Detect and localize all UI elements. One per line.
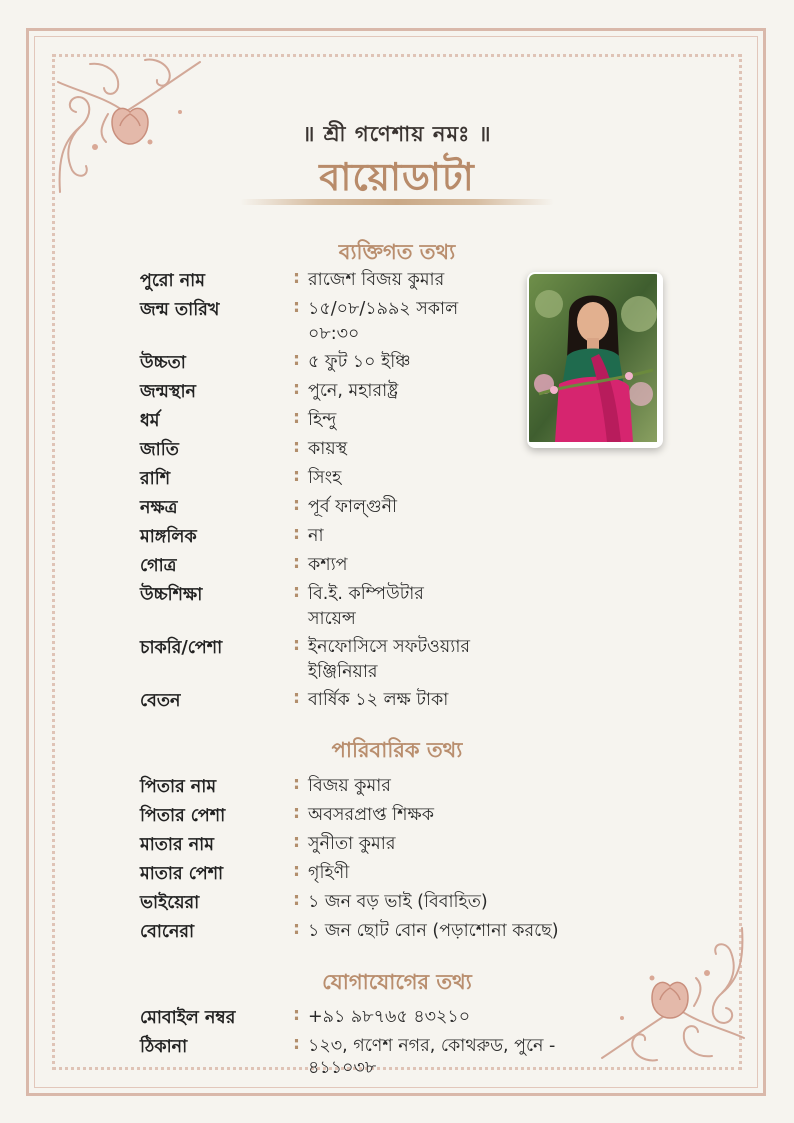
- field-value: হিন্দু: [308, 410, 337, 430]
- field-label: জন্মস্থান: [140, 382, 197, 402]
- field-value: পূর্ব ফাল্গুনী: [308, 497, 398, 517]
- field-value: ১৫/০৮/১৯৯২ সকাল: [308, 299, 459, 319]
- field-label: গোত্র: [140, 556, 177, 576]
- field-label: নক্ষত্র: [140, 498, 178, 518]
- field-value-cont: ০৮:৩০: [308, 324, 360, 344]
- field-value: না: [308, 526, 324, 546]
- profile-photo-image: [529, 274, 657, 442]
- field-value: কশ্যপ: [308, 555, 348, 575]
- separator: :: [293, 635, 300, 655]
- separator: :: [293, 582, 300, 602]
- field-value: পুনে, মহারাষ্ট্র: [308, 381, 399, 401]
- profile-photo: [527, 272, 663, 448]
- field-value-cont: ইঞ্জিনিয়ার: [308, 662, 378, 682]
- field-value: সিংহ: [308, 468, 342, 488]
- field-label: রাশি: [140, 469, 171, 489]
- separator: :: [293, 408, 300, 428]
- separator: :: [293, 379, 300, 399]
- field-label: মাঙ্গলিক: [140, 527, 197, 547]
- field-label: ভাইয়েরা: [140, 893, 200, 913]
- separator: :: [293, 495, 300, 515]
- field-label: মোবাইল নম্বর: [140, 1008, 236, 1028]
- field-value: ১ জন ছোট বোন (পড়াশোনা করছে): [308, 921, 559, 941]
- separator: :: [293, 861, 300, 881]
- field-label: বোনেরা: [140, 922, 195, 942]
- field-label: ঠিকানা: [140, 1037, 188, 1057]
- personal-section-heading: ব্যক্তিগত তথ্য: [338, 240, 456, 264]
- separator: :: [293, 553, 300, 573]
- phone-value: +৯১ ৯৮৭৬৫ ৪৩২১০: [308, 1007, 471, 1027]
- field-value: বিজয় কুমার: [308, 776, 391, 796]
- separator: :: [293, 297, 300, 317]
- field-label: জন্ম তারিখ: [140, 300, 220, 320]
- separator: :: [293, 919, 300, 939]
- family-section-heading: পারিবারিক তথ্য: [331, 738, 463, 762]
- field-value: গৃহিণী: [308, 863, 350, 883]
- separator: :: [293, 803, 300, 823]
- field-value: ৫ ফুট ১০ ইঞ্চি: [308, 352, 411, 372]
- separator: :: [293, 774, 300, 794]
- page-title: বায়োডাটা: [319, 155, 475, 199]
- separator: :: [293, 466, 300, 486]
- field-label: বেতন: [140, 691, 181, 711]
- field-value: সুনীতা কুমার: [308, 834, 396, 854]
- field-value: অবসরপ্রাপ্ত শিক্ষক: [308, 805, 434, 825]
- separator: :: [293, 1005, 300, 1025]
- field-label: পিতার পেশা: [140, 806, 226, 826]
- field-label: পিতার নাম: [140, 777, 217, 797]
- field-label: ধর্ম: [140, 411, 160, 431]
- field-label: মাতার নাম: [140, 835, 214, 855]
- contact-section-heading: যোগাযোগের তথ্য: [322, 970, 472, 994]
- address-value-cont: ৪১১০৩৮: [308, 1058, 377, 1078]
- separator: :: [293, 832, 300, 852]
- field-value: বি.ই. কম্পিউটার: [308, 584, 424, 604]
- field-value: কায়স্থ: [308, 439, 348, 459]
- invocation-text: ॥ শ্রী গণেশায় নমঃ ॥: [302, 122, 492, 146]
- address-value: ১২৩, গণেশ নগর, কোথরুড, পুনে -: [308, 1036, 556, 1056]
- separator: :: [293, 890, 300, 910]
- field-label: মাতার পেশা: [140, 864, 224, 884]
- field-label: জাতি: [140, 440, 179, 460]
- field-label: উচ্চতা: [140, 353, 186, 373]
- separator: :: [293, 688, 300, 708]
- field-label: উচ্চশিক্ষা: [140, 585, 203, 605]
- field-value: ইনফোসিসে সফটওয়্যার: [308, 637, 471, 657]
- separator: :: [293, 268, 300, 288]
- field-value: বার্ষিক ১২ লক্ষ টাকা: [308, 690, 449, 710]
- field-label: পুরো নাম: [140, 271, 205, 291]
- separator: :: [293, 350, 300, 370]
- title-divider: [240, 199, 554, 205]
- field-value: রাজেশ বিজয় কুমার: [308, 270, 445, 290]
- field-value: ১ জন বড় ভাই (বিবাহিত): [308, 892, 488, 912]
- separator: :: [293, 524, 300, 544]
- separator: :: [293, 437, 300, 457]
- field-value-cont: সায়েন্স: [308, 609, 356, 629]
- separator: :: [293, 1034, 300, 1054]
- field-label: চাকরি/পেশা: [140, 638, 223, 658]
